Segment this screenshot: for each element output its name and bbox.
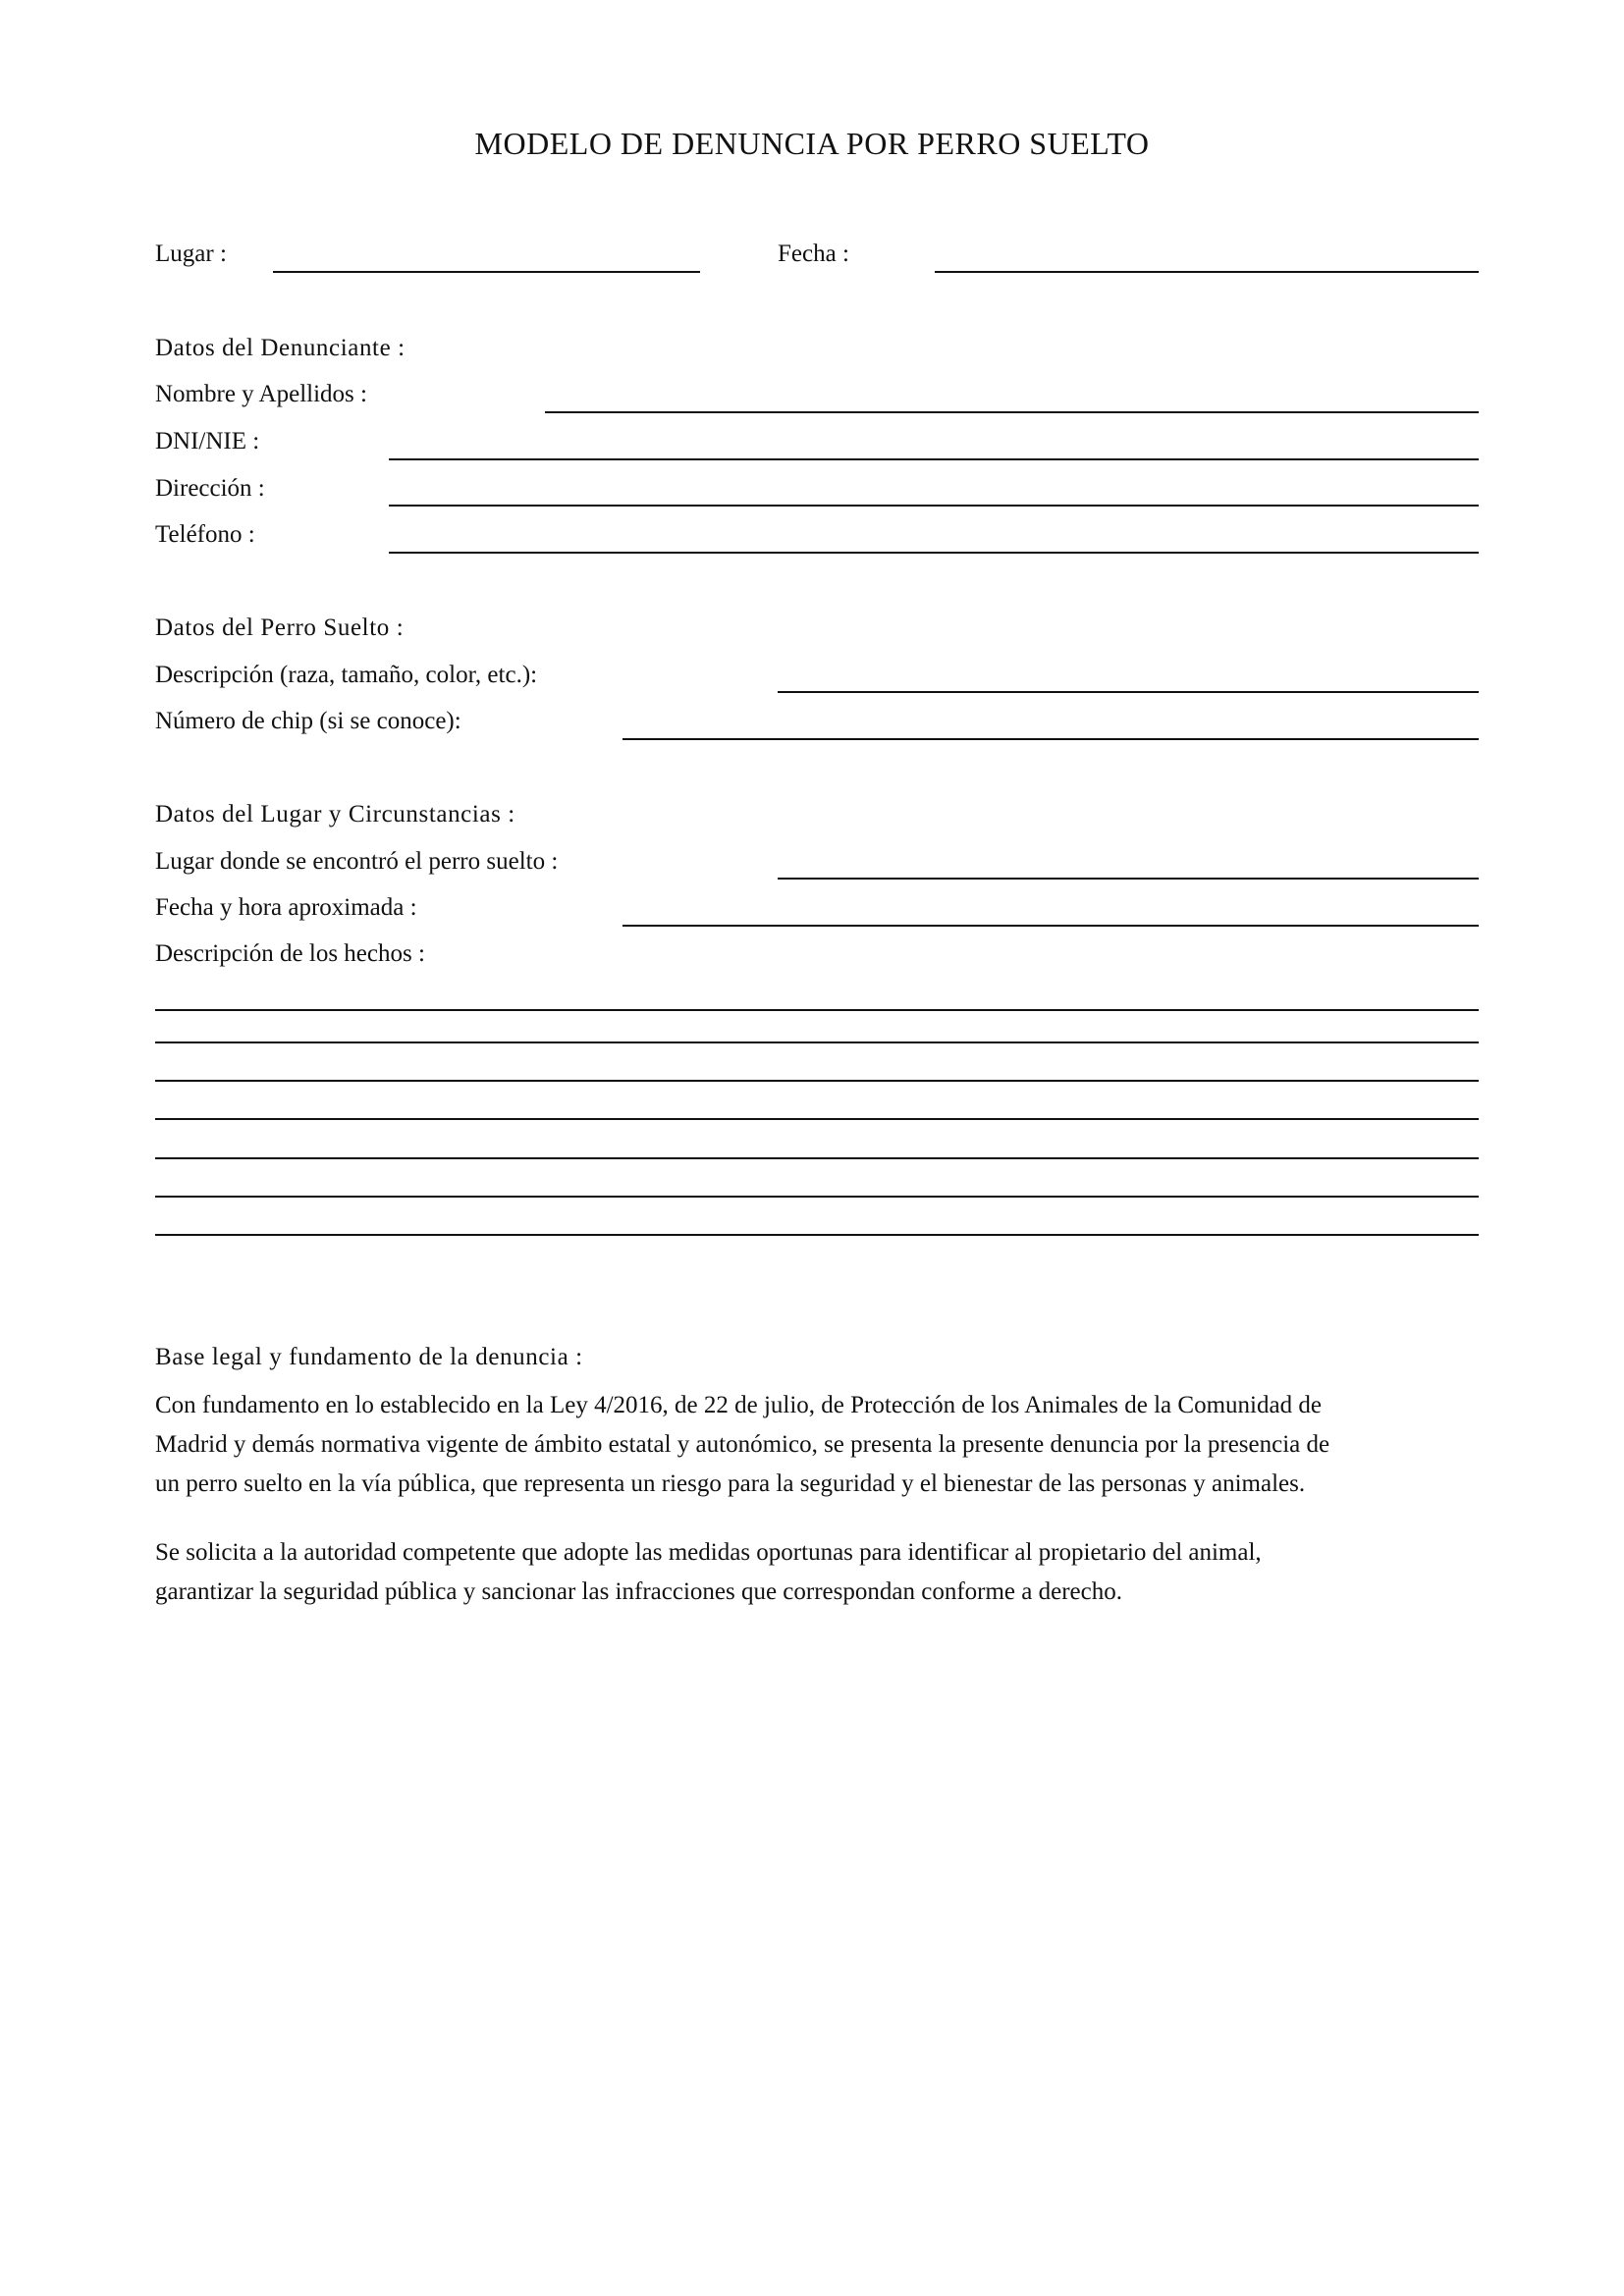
descripcion-perro-field-line[interactable] <box>778 691 1479 693</box>
hechos-line[interactable] <box>155 1118 1479 1120</box>
lugar-encontrado-label: Lugar donde se encontró el perro suelto : <box>155 848 559 875</box>
fecha-hora-label: Fecha y hora aproximada : <box>155 894 417 921</box>
paragraph-line: Madrid y demás normativa vigente de ámbito estatal y autonómico, se presenta la presente denuncia por la presencia de <box>155 1431 1330 1458</box>
lugar-encontrado-field-line[interactable] <box>778 878 1479 880</box>
paragraph-line: un perro suelto en la vía pública, que representa un riesgo para la seguridad y el bienestar de las personas y animales. <box>155 1470 1306 1497</box>
telefono-field-line[interactable] <box>389 552 1479 554</box>
base-legal-heading: Base legal y fundamento de la denuncia : <box>155 1344 583 1370</box>
descripcion-perro-label: Descripción (raza, tamaño, color, etc.): <box>155 662 538 688</box>
hechos-line[interactable] <box>155 1157 1479 1159</box>
chip-label: Número de chip (si se conoce): <box>155 708 461 734</box>
chip-field-line[interactable] <box>623 738 1479 740</box>
fecha-label: Fecha : <box>778 240 849 267</box>
nombre-label: Nombre y Apellidos : <box>155 381 367 407</box>
dni-field-line[interactable] <box>389 458 1479 460</box>
lugar-label: Lugar : <box>155 240 227 267</box>
circunstancias-heading: Datos del Lugar y Circunstancias : <box>155 801 515 828</box>
paragraph-line: Se solicita a la autoridad competente que adopte las medidas oportunas para identificar al propietario del animal, <box>155 1539 1262 1566</box>
nombre-field-line[interactable] <box>545 411 1479 413</box>
hechos-line[interactable] <box>155 1009 1479 1011</box>
hechos-label: Descripción de los hechos : <box>155 940 425 967</box>
base-legal-paragraph-1 <box>155 1386 1481 1504</box>
base-legal-paragraph-2 <box>155 1533 1481 1612</box>
lugar-field-line[interactable] <box>273 271 700 273</box>
hechos-line[interactable] <box>155 1080 1479 1082</box>
dni-label: DNI/NIE : <box>155 428 260 454</box>
perro-heading: Datos del Perro Suelto : <box>155 614 405 641</box>
telefono-label: Teléfono : <box>155 521 255 548</box>
denunciante-heading: Datos del Denunciante : <box>155 335 406 361</box>
hechos-line[interactable] <box>155 1041 1479 1043</box>
paragraph-line: garantizar la seguridad pública y sancionar las infracciones que correspondan conforme a derecho. <box>155 1578 1122 1605</box>
hechos-line[interactable] <box>155 1234 1479 1236</box>
document-title: MODELO DE DENUNCIA POR PERRO SUELTO <box>474 126 1150 161</box>
fecha-hora-field-line[interactable] <box>623 925 1479 927</box>
fecha-field-line[interactable] <box>935 271 1479 273</box>
hechos-line[interactable] <box>155 1196 1479 1198</box>
paragraph-line: Con fundamento en lo establecido en la Ley 4/2016, de 22 de julio, de Protección de los Animales de la Comunidad de <box>155 1392 1322 1418</box>
direccion-field-line[interactable] <box>389 505 1479 507</box>
direccion-label: Dirección : <box>155 475 265 502</box>
